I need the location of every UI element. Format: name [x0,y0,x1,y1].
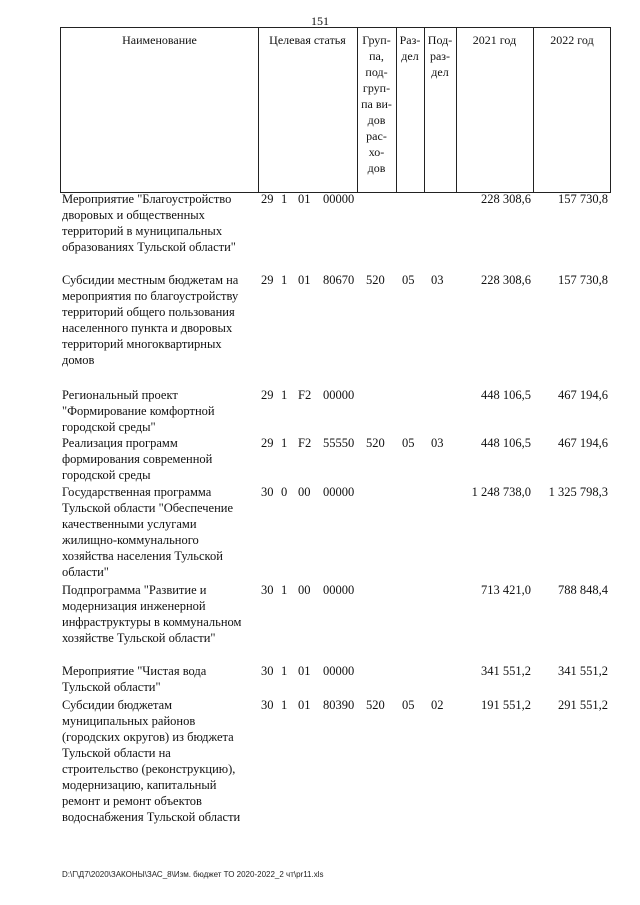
row-name-line: ремонт и ремонт объектов [62,794,202,808]
target-code-subprogram: 1 [281,436,288,450]
row-name-line: модернизацию, капитальный [62,778,217,792]
target-code-event: 00 [298,583,311,597]
row-name-line: качественными услугами [62,517,197,531]
header-line: дов [367,113,386,127]
row-name-line: Подпрограмма "Развитие и [62,583,207,597]
target-code-program: 29 [261,192,274,206]
header-line: Под- [427,33,453,47]
target-code-direction: 00000 [323,664,355,678]
col-divider [456,28,457,192]
amount-2022: 157 730,8 [558,192,608,206]
footer-path: D:\Г\Д7\2020\ЗАКОНЫ\ЗАС_8\Изм. бюджет ТО 2020-2022_2 чт\рr11.xls [62,870,324,879]
target-code-program: 29 [261,273,274,287]
row-name [62,663,254,695]
target-code-event: 01 [298,192,311,206]
row-name-line: Тульской области "Обеспечение [62,501,234,515]
row-name-line: домов [62,353,95,367]
row-name-line: "Формирование комфортной [62,404,215,418]
row-name-line: городской среды [62,468,151,482]
amount-2021: 191 551,2 [481,698,531,712]
row-name-line: мероприятия по благоустройству [62,289,239,303]
target-code-subprogram: 1 [281,192,288,206]
subsection-code: 03 [431,436,444,450]
row-name-line: (городских округов) из бюджета [62,730,234,744]
row-name-line: населенного пункта и дворовых [62,321,233,335]
section-code: 05 [402,436,415,450]
target-code-direction: 80670 [323,273,355,287]
subsection-code: 03 [431,273,444,287]
target-code-event: 01 [298,273,311,287]
header-line: дел [431,65,449,79]
target-code-program: 30 [261,583,274,597]
target-code-subprogram: 1 [281,698,288,712]
row-name-line: Мероприятие "Благоустройство [62,192,232,206]
target-code-subprogram: 1 [281,388,288,402]
row-name-line: области" [62,565,109,579]
header-line: рас- [366,129,387,143]
row-name-line: инфраструктуры в коммунальном [62,615,242,629]
target-code-subprogram: 1 [281,583,288,597]
row-name-line: территорий в муниципальных [62,224,223,238]
target-code-direction: 00000 [323,485,355,499]
target-code-program: 29 [261,436,274,450]
row-name-line: хозяйства населения Тульской [62,549,223,563]
target-code-program: 29 [261,388,274,402]
header-line: дел [401,49,419,63]
target-code-subprogram: 0 [281,485,288,499]
amount-2022: 157 730,8 [558,273,608,287]
target-code-direction: 80390 [323,698,355,712]
row-name-line: образованиях Тульской области" [62,240,236,254]
amount-2022: 467 194,6 [558,436,608,450]
row-name-line: Тульской области на [62,746,171,760]
header-line: Груп- [362,33,391,47]
amount-2021: 228 308,6 [481,273,531,287]
row-name [62,582,254,646]
subsection-code: 02 [431,698,444,712]
row-name [62,272,254,368]
row-name [62,191,254,255]
amount-2021: 713 421,0 [481,583,531,597]
header-2021: 2021 год [472,33,517,47]
row-name-line: водоснабжения Тульской области [62,810,241,824]
expense-group: 520 [366,698,385,712]
target-code-subprogram: 1 [281,273,288,287]
target-code-program: 30 [261,698,274,712]
row-name-line: городской среды" [62,420,156,434]
header-section [396,32,424,64]
target-code-program: 30 [261,664,274,678]
row-name-line: территорий многоквартирных [62,337,222,351]
row-name-line: Субсидии местным бюджетам на [62,273,239,287]
row-name [62,387,254,435]
header-line: дов [367,161,386,175]
row-name-line: строительство (реконструкцию), [62,762,236,776]
header-line: хо- [368,145,385,159]
header-group [357,32,396,176]
target-code-program: 30 [261,485,274,499]
row-name [62,435,254,483]
target-code-direction: 00000 [323,583,355,597]
row-name-line: дворовых и общественных [62,208,205,222]
amount-2022: 467 194,6 [558,388,608,402]
header-2022: 2022 год [550,33,594,47]
table-header [60,27,611,193]
amount-2022: 291 551,2 [558,698,608,712]
row-name [62,697,254,825]
header-line: раз- [429,49,451,63]
row-name-line: Региональный проект [62,388,178,402]
amount-2021: 341 551,2 [481,664,531,678]
header-target: Целевая статья [269,33,346,47]
target-code-event: 01 [298,664,311,678]
header-line: Раз- [399,33,421,47]
row-name-line: Субсидии бюджетам [62,698,173,712]
header-line: под- [365,65,388,79]
target-code-direction: 00000 [323,388,355,402]
row-name-line: территорий общего пользования [62,305,235,319]
amount-2022: 1 325 798,3 [548,485,608,499]
target-code-direction: 55550 [323,436,355,450]
target-code-event: F2 [298,436,312,450]
row-name-line: Реализация программ [62,436,178,450]
target-code-event: 00 [298,485,311,499]
header-name: Наименование [122,33,197,47]
amount-2022: 788 848,4 [558,583,608,597]
section-code: 05 [402,698,415,712]
header-subsection [424,32,456,80]
row-name [62,484,254,580]
amount-2021: 448 106,5 [481,388,531,402]
section-code: 05 [402,273,415,287]
col-divider [258,28,259,192]
row-name-line: модернизация инженерной [62,599,206,613]
header-line: па ви- [361,97,392,111]
col-divider [533,28,534,192]
amount-2022: 341 551,2 [558,664,608,678]
target-code-event: F2 [298,388,312,402]
amount-2021: 1 248 738,0 [471,485,531,499]
target-code-direction: 00000 [323,192,355,206]
row-name-line: Мероприятие "Чистая вода [62,664,207,678]
amount-2021: 228 308,6 [481,192,531,206]
header-line: груп- [362,81,391,95]
row-name-line: формирования современной [62,452,213,466]
row-name-line: жилищно-коммунального [62,533,199,547]
expense-group: 520 [366,436,385,450]
row-name-line: Государственная программа [62,485,212,499]
amount-2021: 448 106,5 [481,436,531,450]
row-name-line: муниципальных районов [62,714,196,728]
target-code-event: 01 [298,698,311,712]
row-name-line: хозяйстве Тульской области" [62,631,216,645]
header-line: па, [369,49,384,63]
expense-group: 520 [366,273,385,287]
page-number: 151 [311,14,329,28]
target-code-subprogram: 1 [281,664,288,678]
row-name-line: Тульской области" [62,680,161,694]
